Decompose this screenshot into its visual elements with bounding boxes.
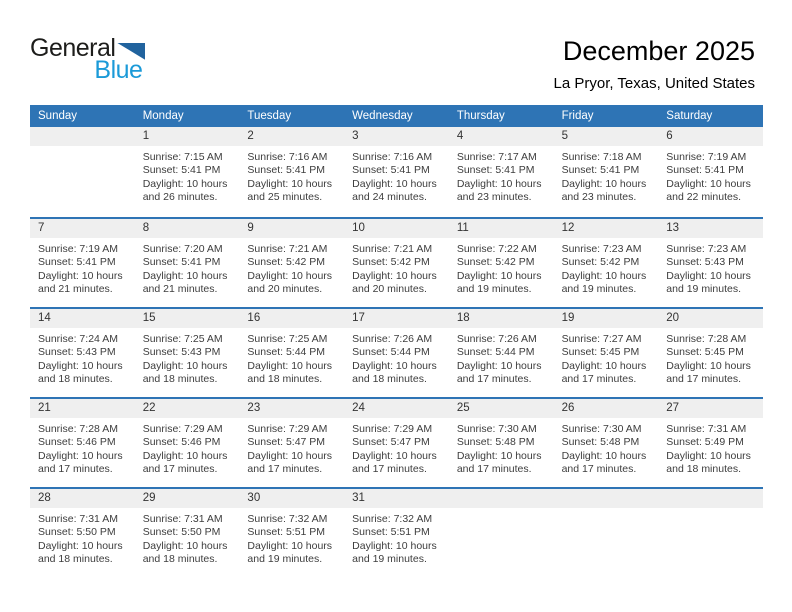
sunrise-text: Sunrise: 7:31 AM [142,513,223,525]
sunset-text: Sunset: 5:51 PM [352,526,430,539]
day-cell [658,309,763,397]
daylight-text-line: Daylight: 10 hours [142,539,228,552]
day-number: 12 [554,219,659,238]
sunrise-text: Sunrise: 7:21 AM [247,243,328,255]
day-info [344,146,449,205]
day-number: 14 [30,309,135,328]
sunset-text: Sunset: 5:45 PM [561,346,640,359]
weekday-saturday: Saturday [666,110,713,122]
daylight-text-line: Daylight: 10 hours [38,539,123,552]
day-info [658,328,763,387]
daylight-text-line: and 18 minutes. [666,463,741,476]
day-info [135,418,240,477]
sunrise-text: Sunrise: 7:29 AM [142,423,223,435]
sunset-text: Sunset: 5:50 PM [38,526,116,539]
weekday-sunday: Sunday [38,110,78,122]
day-cell [135,399,240,487]
daylight-text-line: Daylight: 10 hours [561,269,647,282]
day-info [30,328,135,387]
day-number: 10 [344,219,449,238]
daylight-text-line: Daylight: 10 hours [38,359,123,372]
day-number: 18 [449,309,554,328]
logo-text-blue: Blue [94,56,143,84]
sunset-text: Sunset: 5:41 PM [247,164,326,177]
logo-text-general: General [30,34,116,62]
weekday-friday: Friday [561,110,594,122]
daylight-text-line: and 23 minutes. [561,191,637,204]
day-info [239,238,344,297]
day-number: 13 [658,219,763,238]
page-header [554,38,756,91]
day-info [554,418,659,477]
day-number: 4 [449,127,554,146]
sunrise-text: Sunrise: 7:30 AM [561,423,642,435]
day-cell [30,399,135,487]
daylight-text-line: Daylight: 10 hours [247,269,333,282]
day-info [135,328,240,387]
daylight-text-line: and 18 minutes. [247,373,323,386]
daylight-text-line: Daylight: 10 hours [247,177,333,190]
day-number: 8 [135,219,240,238]
daylight-text-line: and 19 minutes. [352,553,427,566]
day-info [449,418,554,477]
sunrise-text: Sunrise: 7:32 AM [352,513,433,525]
day-number: 28 [30,489,135,508]
daylight-text-line: Daylight: 10 hours [561,177,647,190]
day-cell [239,309,344,397]
day-info [30,508,135,567]
daylight-text-line: and 24 minutes. [352,191,427,204]
sunset-text: Sunset: 5:42 PM [561,256,640,269]
sunset-text: Sunset: 5:44 PM [247,346,326,359]
sunset-text: Sunset: 5:44 PM [352,346,430,359]
sunset-text: Sunset: 5:47 PM [247,436,326,449]
day-cell [30,219,135,307]
sunset-text: Sunset: 5:41 PM [142,256,221,269]
weekday-monday: Monday [142,110,184,122]
day-number: 31 [344,489,449,508]
daylight-text-line: Daylight: 10 hours [142,359,228,372]
day-cell [135,219,240,307]
daylight-text-line: Daylight: 10 hours [561,449,647,462]
day-info [658,418,763,477]
empty-day-cell [554,489,659,577]
week-row [30,397,763,487]
daylight-text-line: and 17 minutes. [561,373,637,386]
daylight-text-line: Daylight: 10 hours [142,449,228,462]
day-number: 1 [135,127,240,146]
sunrise-text: Sunrise: 7:16 AM [352,151,433,163]
weekday-tuesday: Tuesday [247,110,292,122]
day-info [449,238,554,297]
daylight-text-line: Daylight: 10 hours [247,449,333,462]
calendar [30,105,763,577]
day-cell [344,127,449,217]
day-info [344,418,449,477]
sunset-text: Sunset: 5:46 PM [38,436,116,449]
sunrise-text: Sunrise: 7:17 AM [456,151,537,163]
daylight-text-line: Daylight: 10 hours [666,449,751,462]
sunrise-text: Sunrise: 7:15 AM [142,151,223,163]
daylight-text-line: and 17 minutes. [352,463,427,476]
daylight-text-line: Daylight: 10 hours [247,539,333,552]
day-info [554,146,659,205]
day-cell [344,309,449,397]
week-row [30,217,763,307]
daylight-text-line: and 21 minutes. [142,283,218,296]
day-info [135,508,240,567]
day-cell [30,309,135,397]
daylight-text-line: Daylight: 10 hours [666,269,751,282]
day-cell [135,309,240,397]
day-number [30,127,135,146]
day-number: 9 [239,219,344,238]
week-row [30,307,763,397]
sunset-text: Sunset: 5:41 PM [561,164,640,177]
sunset-text: Sunset: 5:48 PM [561,436,640,449]
daylight-text-line: Daylight: 10 hours [142,269,228,282]
day-number: 15 [135,309,240,328]
day-number: 20 [658,309,763,328]
daylight-text-line: and 20 minutes. [352,283,427,296]
sunrise-text: Sunrise: 7:19 AM [666,151,747,163]
day-number: 27 [658,399,763,418]
daylight-text-line: and 21 minutes. [38,283,113,296]
daylight-text-line: and 17 minutes. [38,463,113,476]
day-number: 6 [658,127,763,146]
day-info [554,328,659,387]
sunrise-text: Sunrise: 7:22 AM [456,243,537,255]
page-title: December 2025 [562,36,755,66]
sunset-text: Sunset: 5:43 PM [666,256,744,269]
weekday-wednesday: Wednesday [352,110,413,122]
day-cell [554,219,659,307]
sunrise-text: Sunrise: 7:25 AM [142,333,223,345]
sunset-text: Sunset: 5:45 PM [666,346,744,359]
daylight-text-line: Daylight: 10 hours [142,177,228,190]
daylight-text-line: and 19 minutes. [456,283,532,296]
sunrise-text: Sunrise: 7:30 AM [456,423,537,435]
day-info [239,418,344,477]
daylight-text-line: Daylight: 10 hours [352,359,437,372]
sunrise-text: Sunrise: 7:23 AM [666,243,747,255]
day-cell [554,399,659,487]
daylight-text-line: and 18 minutes. [38,553,113,566]
sunrise-text: Sunrise: 7:16 AM [247,151,328,163]
daylight-text-line: Daylight: 10 hours [666,177,751,190]
sunrise-text: Sunrise: 7:31 AM [38,513,118,525]
day-info [30,418,135,477]
sunrise-text: Sunrise: 7:20 AM [142,243,223,255]
day-number [554,489,659,508]
week-row [30,127,763,217]
day-number: 7 [30,219,135,238]
day-number: 19 [554,309,659,328]
daylight-text-line: and 23 minutes. [456,191,532,204]
day-cell [135,489,240,577]
day-number: 3 [344,127,449,146]
day-cell [658,399,763,487]
daylight-text-line: Daylight: 10 hours [352,177,437,190]
daylight-text-line: and 25 minutes. [247,191,323,204]
daylight-text-line: and 18 minutes. [142,373,218,386]
daylight-text-line: and 17 minutes. [456,463,532,476]
sunrise-text: Sunrise: 7:28 AM [666,333,747,345]
sunrise-text: Sunrise: 7:19 AM [38,243,118,255]
sunrise-text: Sunrise: 7:28 AM [38,423,118,435]
day-number: 17 [344,309,449,328]
daylight-text-line: Daylight: 10 hours [456,269,542,282]
day-info [344,238,449,297]
day-number: 30 [239,489,344,508]
sunset-text: Sunset: 5:51 PM [247,526,326,539]
daylight-text-line: Daylight: 10 hours [456,177,542,190]
sunset-text: Sunset: 5:48 PM [456,436,535,449]
sunset-text: Sunset: 5:47 PM [352,436,430,449]
daylight-text-line: and 26 minutes. [142,191,218,204]
daylight-text-line: and 19 minutes. [247,553,323,566]
day-info [135,146,240,205]
day-info [135,238,240,297]
day-number: 29 [135,489,240,508]
day-info [239,328,344,387]
sunset-text: Sunset: 5:41 PM [38,256,116,269]
sunrise-text: Sunrise: 7:27 AM [561,333,642,345]
day-info [239,146,344,205]
sunrise-text: Sunrise: 7:29 AM [352,423,433,435]
daylight-text-line: and 18 minutes. [38,373,113,386]
daylight-text-line: Daylight: 10 hours [352,269,437,282]
sunset-text: Sunset: 5:44 PM [456,346,535,359]
day-cell [449,219,554,307]
day-cell [658,127,763,217]
daylight-text-line: and 17 minutes. [247,463,323,476]
day-number: 5 [554,127,659,146]
weekday-header-row [30,105,763,127]
sunset-text: Sunset: 5:42 PM [456,256,535,269]
daylight-text-line: and 17 minutes. [456,373,532,386]
day-info [30,238,135,297]
day-number: 16 [239,309,344,328]
general-blue-logo [30,36,145,83]
daylight-text-line: and 20 minutes. [247,283,323,296]
sunrise-text: Sunrise: 7:18 AM [561,151,642,163]
day-info [554,238,659,297]
sunset-text: Sunset: 5:43 PM [38,346,116,359]
day-number: 22 [135,399,240,418]
daylight-text-line: and 18 minutes. [352,373,427,386]
day-number: 23 [239,399,344,418]
day-number: 11 [449,219,554,238]
daylight-text-line: and 19 minutes. [666,283,741,296]
sunset-text: Sunset: 5:41 PM [352,164,430,177]
daylight-text-line: and 17 minutes. [666,373,741,386]
sunrise-text: Sunrise: 7:23 AM [561,243,642,255]
sunset-text: Sunset: 5:42 PM [247,256,326,269]
daylight-text-line: and 17 minutes. [142,463,218,476]
day-cell [30,489,135,577]
day-cell [239,399,344,487]
empty-day-cell [30,127,135,217]
daylight-text-line: Daylight: 10 hours [38,269,123,282]
sunset-text: Sunset: 5:41 PM [666,164,744,177]
day-number: 26 [554,399,659,418]
sunset-text: Sunset: 5:49 PM [666,436,744,449]
empty-day-cell [658,489,763,577]
day-cell [449,399,554,487]
daylight-text-line: and 22 minutes. [666,191,741,204]
daylight-text-line: Daylight: 10 hours [38,449,123,462]
day-number: 2 [239,127,344,146]
sunrise-text: Sunrise: 7:31 AM [666,423,747,435]
day-number [658,489,763,508]
day-cell [449,127,554,217]
daylight-text-line: Daylight: 10 hours [247,359,333,372]
daylight-text-line: Daylight: 10 hours [456,359,542,372]
day-cell [554,127,659,217]
day-info [658,146,763,205]
daylight-text-line: and 18 minutes. [142,553,218,566]
day-info [239,508,344,567]
sunset-text: Sunset: 5:41 PM [142,164,221,177]
day-cell [554,309,659,397]
day-cell [239,489,344,577]
day-info [344,508,449,567]
sunrise-text: Sunrise: 7:32 AM [247,513,328,525]
day-cell [239,127,344,217]
daylight-text-line: Daylight: 10 hours [456,449,542,462]
sunset-text: Sunset: 5:42 PM [352,256,430,269]
page-subtitle: La Pryor, Texas, United States [553,75,755,92]
day-info [658,238,763,297]
day-cell [344,489,449,577]
day-number [449,489,554,508]
sunrise-text: Sunrise: 7:26 AM [352,333,433,345]
day-info [449,146,554,205]
daylight-text-line: Daylight: 10 hours [352,539,437,552]
day-info [449,328,554,387]
day-number: 25 [449,399,554,418]
day-number: 21 [30,399,135,418]
sunset-text: Sunset: 5:41 PM [456,164,535,177]
day-number: 24 [344,399,449,418]
weekday-thursday: Thursday [456,110,505,122]
daylight-text-line: Daylight: 10 hours [666,359,751,372]
empty-day-cell [449,489,554,577]
day-info [344,328,449,387]
day-cell [239,219,344,307]
sunrise-text: Sunrise: 7:26 AM [456,333,537,345]
sunrise-text: Sunrise: 7:24 AM [38,333,118,345]
day-cell [344,219,449,307]
calendar-weeks [30,127,763,577]
day-cell [449,309,554,397]
week-row [30,487,763,577]
sunset-text: Sunset: 5:43 PM [142,346,221,359]
daylight-text-line: Daylight: 10 hours [561,359,647,372]
daylight-text-line: and 17 minutes. [561,463,637,476]
day-cell [658,219,763,307]
sunrise-text: Sunrise: 7:25 AM [247,333,328,345]
sunset-text: Sunset: 5:50 PM [142,526,221,539]
daylight-text-line: and 19 minutes. [561,283,637,296]
sunrise-text: Sunrise: 7:21 AM [352,243,433,255]
day-cell [135,127,240,217]
sunrise-text: Sunrise: 7:29 AM [247,423,328,435]
sunset-text: Sunset: 5:46 PM [142,436,221,449]
daylight-text-line: Daylight: 10 hours [352,449,437,462]
day-cell [344,399,449,487]
